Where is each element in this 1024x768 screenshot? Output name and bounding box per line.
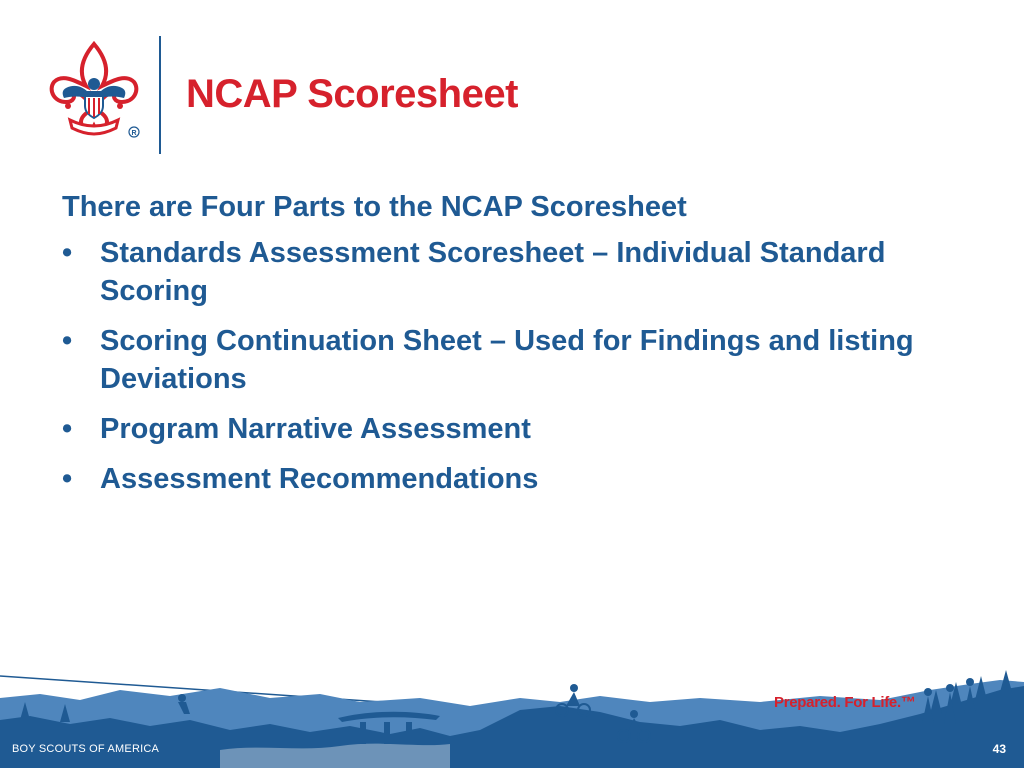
- bullet-text: Scoring Continuation Sheet – Used for Findings and listing Deviations: [100, 325, 914, 395]
- slide-content: [62, 188, 962, 510]
- bullet-icon: •: [62, 463, 73, 495]
- fleur-de-lis-icon: [44, 40, 144, 150]
- svg-text:R: R: [131, 130, 137, 137]
- intro-text: There are Four Parts to the NCAP Scoresheet: [62, 191, 687, 223]
- title-divider: [159, 36, 161, 154]
- bullet-icon: •: [62, 325, 73, 357]
- bullet-text: Program Narrative Assessment: [100, 413, 531, 445]
- bsa-logo: [44, 40, 144, 150]
- slide-title: NCAP Scoresheet: [186, 72, 518, 116]
- bullet-item: [62, 322, 962, 398]
- bullet-text: Assessment Recommendations: [100, 463, 539, 495]
- bullet-icon: •: [62, 237, 73, 269]
- bullet-item: [62, 234, 962, 310]
- footer-organization: BOY SCOUTS OF AMERICA: [12, 743, 160, 755]
- bullet-icon: •: [62, 413, 73, 445]
- bullet-text: Standards Assessment Scoresheet – Individual Standard Scoring: [100, 237, 886, 307]
- bullet-item: [62, 410, 962, 448]
- bullet-item: [62, 460, 962, 498]
- bullet-list: [62, 234, 962, 498]
- tagline: Prepared. For Life.™: [774, 694, 916, 711]
- slide-number: 43: [992, 742, 1006, 756]
